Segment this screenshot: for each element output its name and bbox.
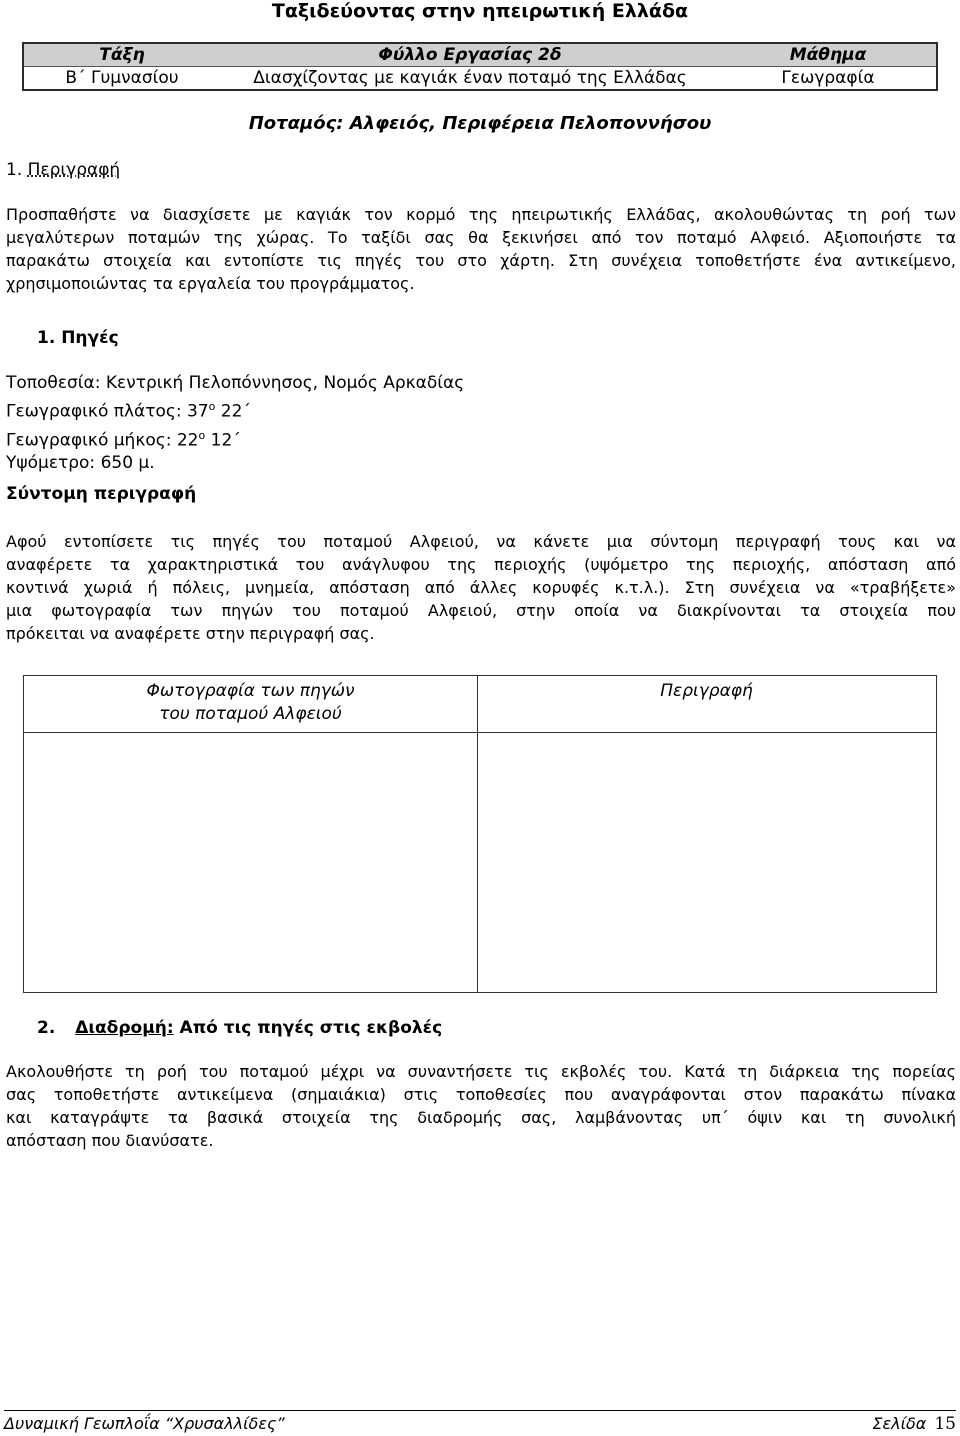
section2-number: 2. [37,1018,56,1038]
longitude-degree: ο [198,428,206,442]
longitude-label: Γεωγραφικό μήκος: 22 [6,430,199,451]
header-class: Τάξη [99,45,145,65]
intro-line: μεγαλύτερων ποταμών της χώρας. Το ταξίδι σας θα ξεκινήσει από τον ποταμό Αλφειό. Αξιοποιήστε τα [6,228,956,247]
route-line: Ακολουθήστε τη ροή του ποταμού μέχρι να συναντήσετε τις εκβολές του. Κατά τη διάρκεια της πορείας [6,1062,956,1081]
latitude-label: Γεωγραφικό πλάτος: 37 [6,401,209,422]
sources-altitude: Υψόμετρο: 650 μ. [6,453,155,474]
route-line: και καταγράψτε τα βασικά στοιχεία της διαδρομής σας, λαμβάνοντας υπ΄ όψιν και τη συνολική [6,1108,956,1127]
short-desc-line: Αφού εντοπίσετε τις πηγές του ποταμού Αλφειού, να κάνετε μια σύντομη περιγραφή τους και να [6,532,956,551]
footer-divider [4,1410,956,1411]
page-title: Ταξιδεύοντας στην ηπειρωτική Ελλάδα [271,0,689,22]
route-line: σας τοποθετήστε αντικείμενα (σημαιάκια) στις τοποθεσίες που αναγράφονται στον παρακάτω πίνακα [6,1085,956,1104]
table-divider [24,732,936,733]
latitude-degree: ο [208,400,216,413]
route-paragraph [6,1060,956,1152]
sources-latitude [6,395,464,424]
value-subject: Γεωγραφία [781,68,875,88]
section2-label: Διαδρομή: [75,1018,174,1038]
section1-number: 1. [6,160,23,180]
info-table [22,42,938,91]
section2-rest: Από τις πηγές στις εκβολές [173,1018,443,1038]
description-column-header: Περιγραφή [660,681,753,701]
section1-label: Περιγραφή [27,160,121,180]
page-label: Σελίδα [872,1414,927,1433]
longitude-minutes: 12΄ [205,430,241,451]
short-desc-line: αναφέρετε τα χαρακτηριστικά του ανάγλυφου της περιοχής (υψόμετρο της περιοχής, απόσταση από [6,555,956,574]
short-desc-line: κοντινά χωριά ή πόλεις, μνημεία, απόσταση από άλλες κορυφές κ.τ.λ.). Στη συνέχεια να «τραβήξετε» [6,578,956,597]
intro-line: Προσπαθήστε να διασχίσετε με καγιάκ τον κορμό της ηπειρωτικής Ελλάδας, ακολουθώντας τη ροή των [6,205,956,224]
footer [4,1414,956,1434]
intro-line: χρησιμοποιώντας τα εργαλεία του προγράμματος. [6,274,415,293]
short-description-paragraph [6,530,956,645]
sources-location: Τοποθεσία: Κεντρική Πελοπόννησος, Νομός Αρκαδίας [6,373,465,393]
route-line: απόσταση που διανύσατε. [6,1131,214,1150]
page-number: 15 [934,1414,956,1434]
section1-heading [6,160,120,180]
value-class: Β΄ Γυμνασίου [65,68,179,88]
photo-description-table [23,675,937,993]
photo-column-header [24,680,477,726]
header-subject: Μάθημα [789,45,867,65]
short-description-heading: Σύντομη περιγραφή [6,484,197,504]
section2-heading [37,1018,442,1038]
short-desc-line: μια φωτογραφία των πηγών του ποταμού Αλφειού, στην οποία να διακρίνονται τα στοιχεία που [6,601,956,620]
value-worksheet: Διασχίζοντας με καγιάκ έναν ποταμό της Ελλάδας [253,68,687,88]
intro-line: παρακάτω στοιχεία και εντοπίστε τις πηγές του στο χάρτη. Στη συνέχεια τοποθετήστε ένα αντικείμενο, [6,251,956,270]
short-desc-line: πρόκειται να αναφέρετε στην περιγραφή σας. [6,624,375,643]
intro-paragraph [6,203,956,295]
footer-page [872,1414,956,1434]
header-worksheet: Φύλλο Εργασίας 2δ [378,45,562,65]
info-table-header [24,44,936,67]
photo-header-line: Φωτογραφία των πηγών [146,681,355,701]
sources-heading: 1. Πηγές [37,328,119,348]
footer-title: Δυναμική Γεωπλοΐα “Χρυσαλλίδες” [4,1414,285,1433]
sources-longitude [6,424,464,453]
sources-block [6,372,464,475]
latitude-minutes: 22΄ [215,401,251,422]
info-table-row [24,67,936,89]
table-divider [477,676,478,992]
subtitle: Ποταμός: Αλφειός, Περιφέρεια Πελοποννήσου [248,113,712,134]
photo-header-line: του ποταμού Αλφειού [159,704,342,724]
